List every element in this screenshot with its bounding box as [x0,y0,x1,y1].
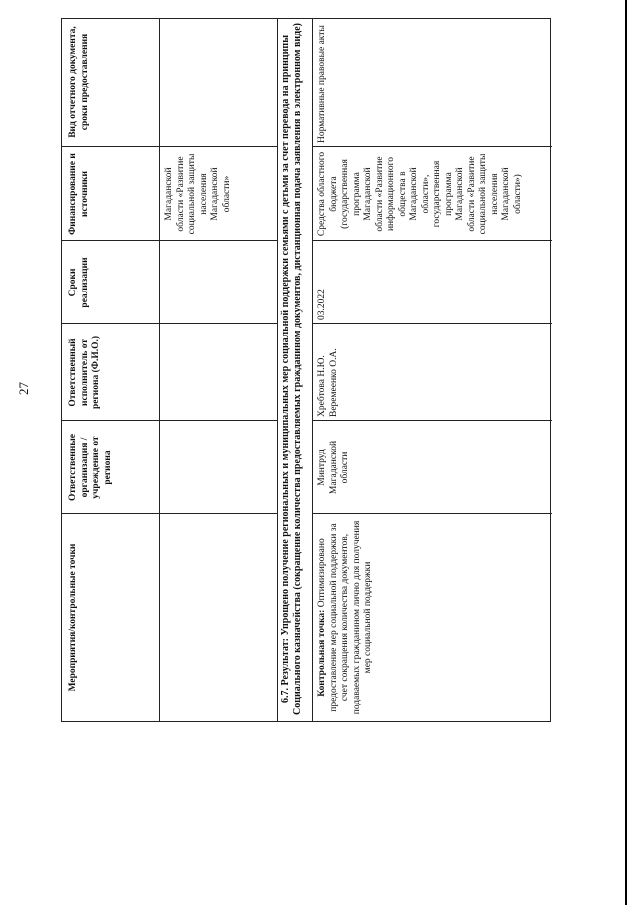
control-point-text: Оптимизировано предоставление мер социальной поддержки за счет сокращения количества документов, подаваемых гражданином лично для получения мер социальной поддержки [317,520,373,715]
control-point-label: Контрольная точка: [317,609,327,697]
header-financing: Финансирование и источники [68,153,90,235]
control-point-executors [315,324,342,421]
continuation-financing: Магаданской области «Развитие социальной защиты населения Магаданской области» [164,153,232,235]
control-point-organization: Минтруд Магаданской области [317,440,350,495]
result-row-divider [312,19,313,721]
header-organization: Ответственные организация / учреждение от региона [68,434,113,501]
control-point-report: Нормативные правовые акты [317,25,327,143]
column-divider [312,323,552,324]
activity-table [61,18,551,722]
header-row-divider [159,19,160,721]
control-point-period: 03.2022 [317,289,327,320]
header-activities: Мероприятия/контрольные точки [68,543,78,692]
bottom-rule [625,0,627,905]
executor-name: Хребтова Н.Ю. [317,355,327,417]
header-period: Сроки реализации [68,257,90,308]
header-report: Вид отчетного документа, сроки предоставления [68,26,90,138]
executor-name: Веремеенко О.А. [328,348,339,417]
page-number: 27 [16,382,31,395]
header-executor: Ответственный исполнитель от региона (Ф.И.О.) [68,335,101,410]
control-point-cell [315,514,377,721]
result-row: 6.7. Результат: Упрощено получение региональных и муниципальных мер социальной поддержки семьями с детьми за счет перевода на принципы Социального казначейства (сокращение количества предоставляемых гражданином документов, дистанционная подача заявления в электронном виде) [280,23,303,715]
control-point-financing: Средства областного бюджета (государственная программа Магаданской области «Развитие информационного общества в Магаданской области», государственная программа Магаданской области «Развитие социальной защиты населения Магаданской области») [317,151,523,237]
